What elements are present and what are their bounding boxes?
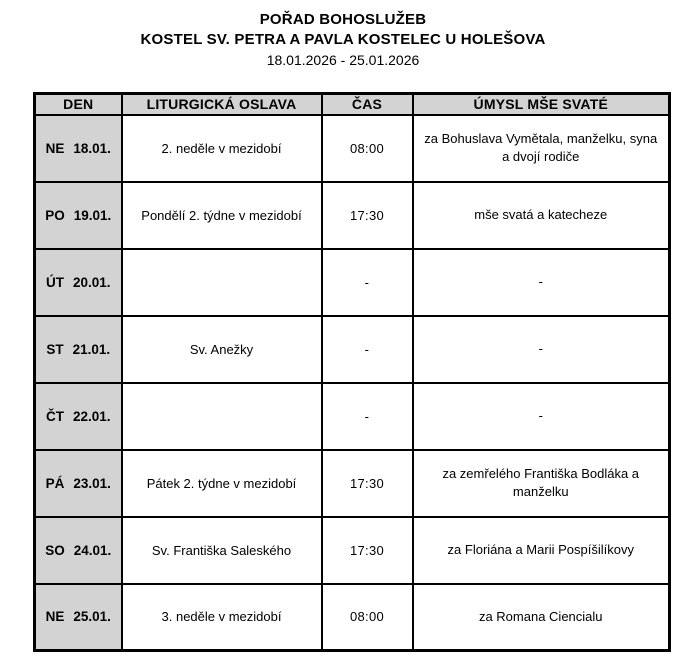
column-header-time: ČAS [322, 94, 413, 115]
table-row [35, 383, 670, 450]
liturgical-celebration-cell: 3. neděle v mezidobí [122, 584, 322, 651]
day-cell [35, 182, 122, 249]
time-cell: 17:30 [322, 517, 413, 584]
mass-intention-cell: za Floriána a Marii Pospíšilíkovy [413, 517, 670, 584]
day-abbreviation: ÚT [45, 274, 64, 290]
day-date: 18.01. [73, 140, 111, 156]
day-cell [35, 450, 122, 517]
date-range: 18.01.2026 - 25.01.2026 [266, 52, 420, 68]
liturgical-celebration-cell: 2. neděle v mezidobí [122, 115, 322, 182]
table-row [35, 450, 670, 517]
table-row [35, 584, 670, 651]
liturgical-celebration-cell: Pondělí 2. týdne v mezidobí [122, 182, 322, 249]
day-date: 21.01. [72, 341, 111, 357]
time-cell: 08:00 [322, 584, 413, 651]
day-abbreviation: NE [45, 140, 65, 156]
liturgical-celebration-cell: Pátek 2. týdne v mezidobí [122, 450, 322, 517]
table-row [35, 115, 670, 182]
mass-intention-cell: za zemřelého Františka Bodláka a manželku [413, 450, 670, 517]
mass-intention-cell: za Romana Ciencialu [413, 584, 670, 651]
time-cell: 17:30 [322, 182, 413, 249]
column-header-day: DEN [35, 94, 122, 115]
column-header-liturgical-celebration: LITURGICKÁ OSLAVA [122, 94, 322, 115]
table-row [35, 249, 670, 316]
day-date: 22.01. [72, 408, 111, 424]
day-abbreviation: NE [45, 609, 65, 625]
document-header [0, 0, 686, 71]
mass-intention-cell: - [413, 383, 670, 450]
day-date: 23.01. [73, 475, 111, 491]
liturgical-celebration-cell: Sv. Františka Saleského [122, 517, 322, 584]
day-cell [35, 584, 122, 651]
day-cell [35, 517, 122, 584]
day-date: 20.01. [72, 274, 111, 290]
mass-schedule-table [33, 92, 671, 652]
mass-intention-cell: - [413, 316, 670, 383]
day-date: 24.01. [73, 542, 112, 558]
day-cell [35, 115, 122, 182]
day-cell [35, 249, 122, 316]
liturgical-celebration-cell: Sv. Anežky [122, 316, 322, 383]
day-abbreviation: PO [45, 207, 65, 223]
table-header-row [35, 94, 670, 115]
mass-intention-cell: za Bohuslava Vymětala, manželku, syna a dvojí rodiče [413, 115, 670, 182]
day-date: 25.01. [73, 609, 111, 625]
table-row [35, 182, 670, 249]
time-cell: 17:30 [322, 450, 413, 517]
time-cell: 08:00 [322, 115, 413, 182]
table-row [35, 316, 670, 383]
time-cell: - [322, 316, 413, 383]
day-abbreviation: PÁ [45, 475, 65, 491]
mass-intention-cell: - [413, 249, 670, 316]
liturgical-celebration-cell [122, 249, 322, 316]
day-abbreviation: ČT [45, 408, 64, 424]
church-name: KOSTEL SV. PETRA A PAVLA KOSTELEC U HOLEŠOVA [140, 31, 546, 48]
day-abbreviation: ST [46, 341, 64, 357]
document-title: POŘAD BOHOSLUŽEB [259, 11, 427, 28]
day-cell [35, 316, 122, 383]
time-cell: - [322, 249, 413, 316]
time-cell: - [322, 383, 413, 450]
day-cell [35, 383, 122, 450]
day-abbreviation: SO [45, 542, 65, 558]
day-date: 19.01. [73, 207, 112, 223]
liturgical-celebration-cell [122, 383, 322, 450]
column-header-mass-intention: ÚMYSL MŠE SVATÉ [413, 94, 670, 115]
table-row [35, 517, 670, 584]
mass-intention-cell: mše svatá a katecheze [413, 182, 670, 249]
